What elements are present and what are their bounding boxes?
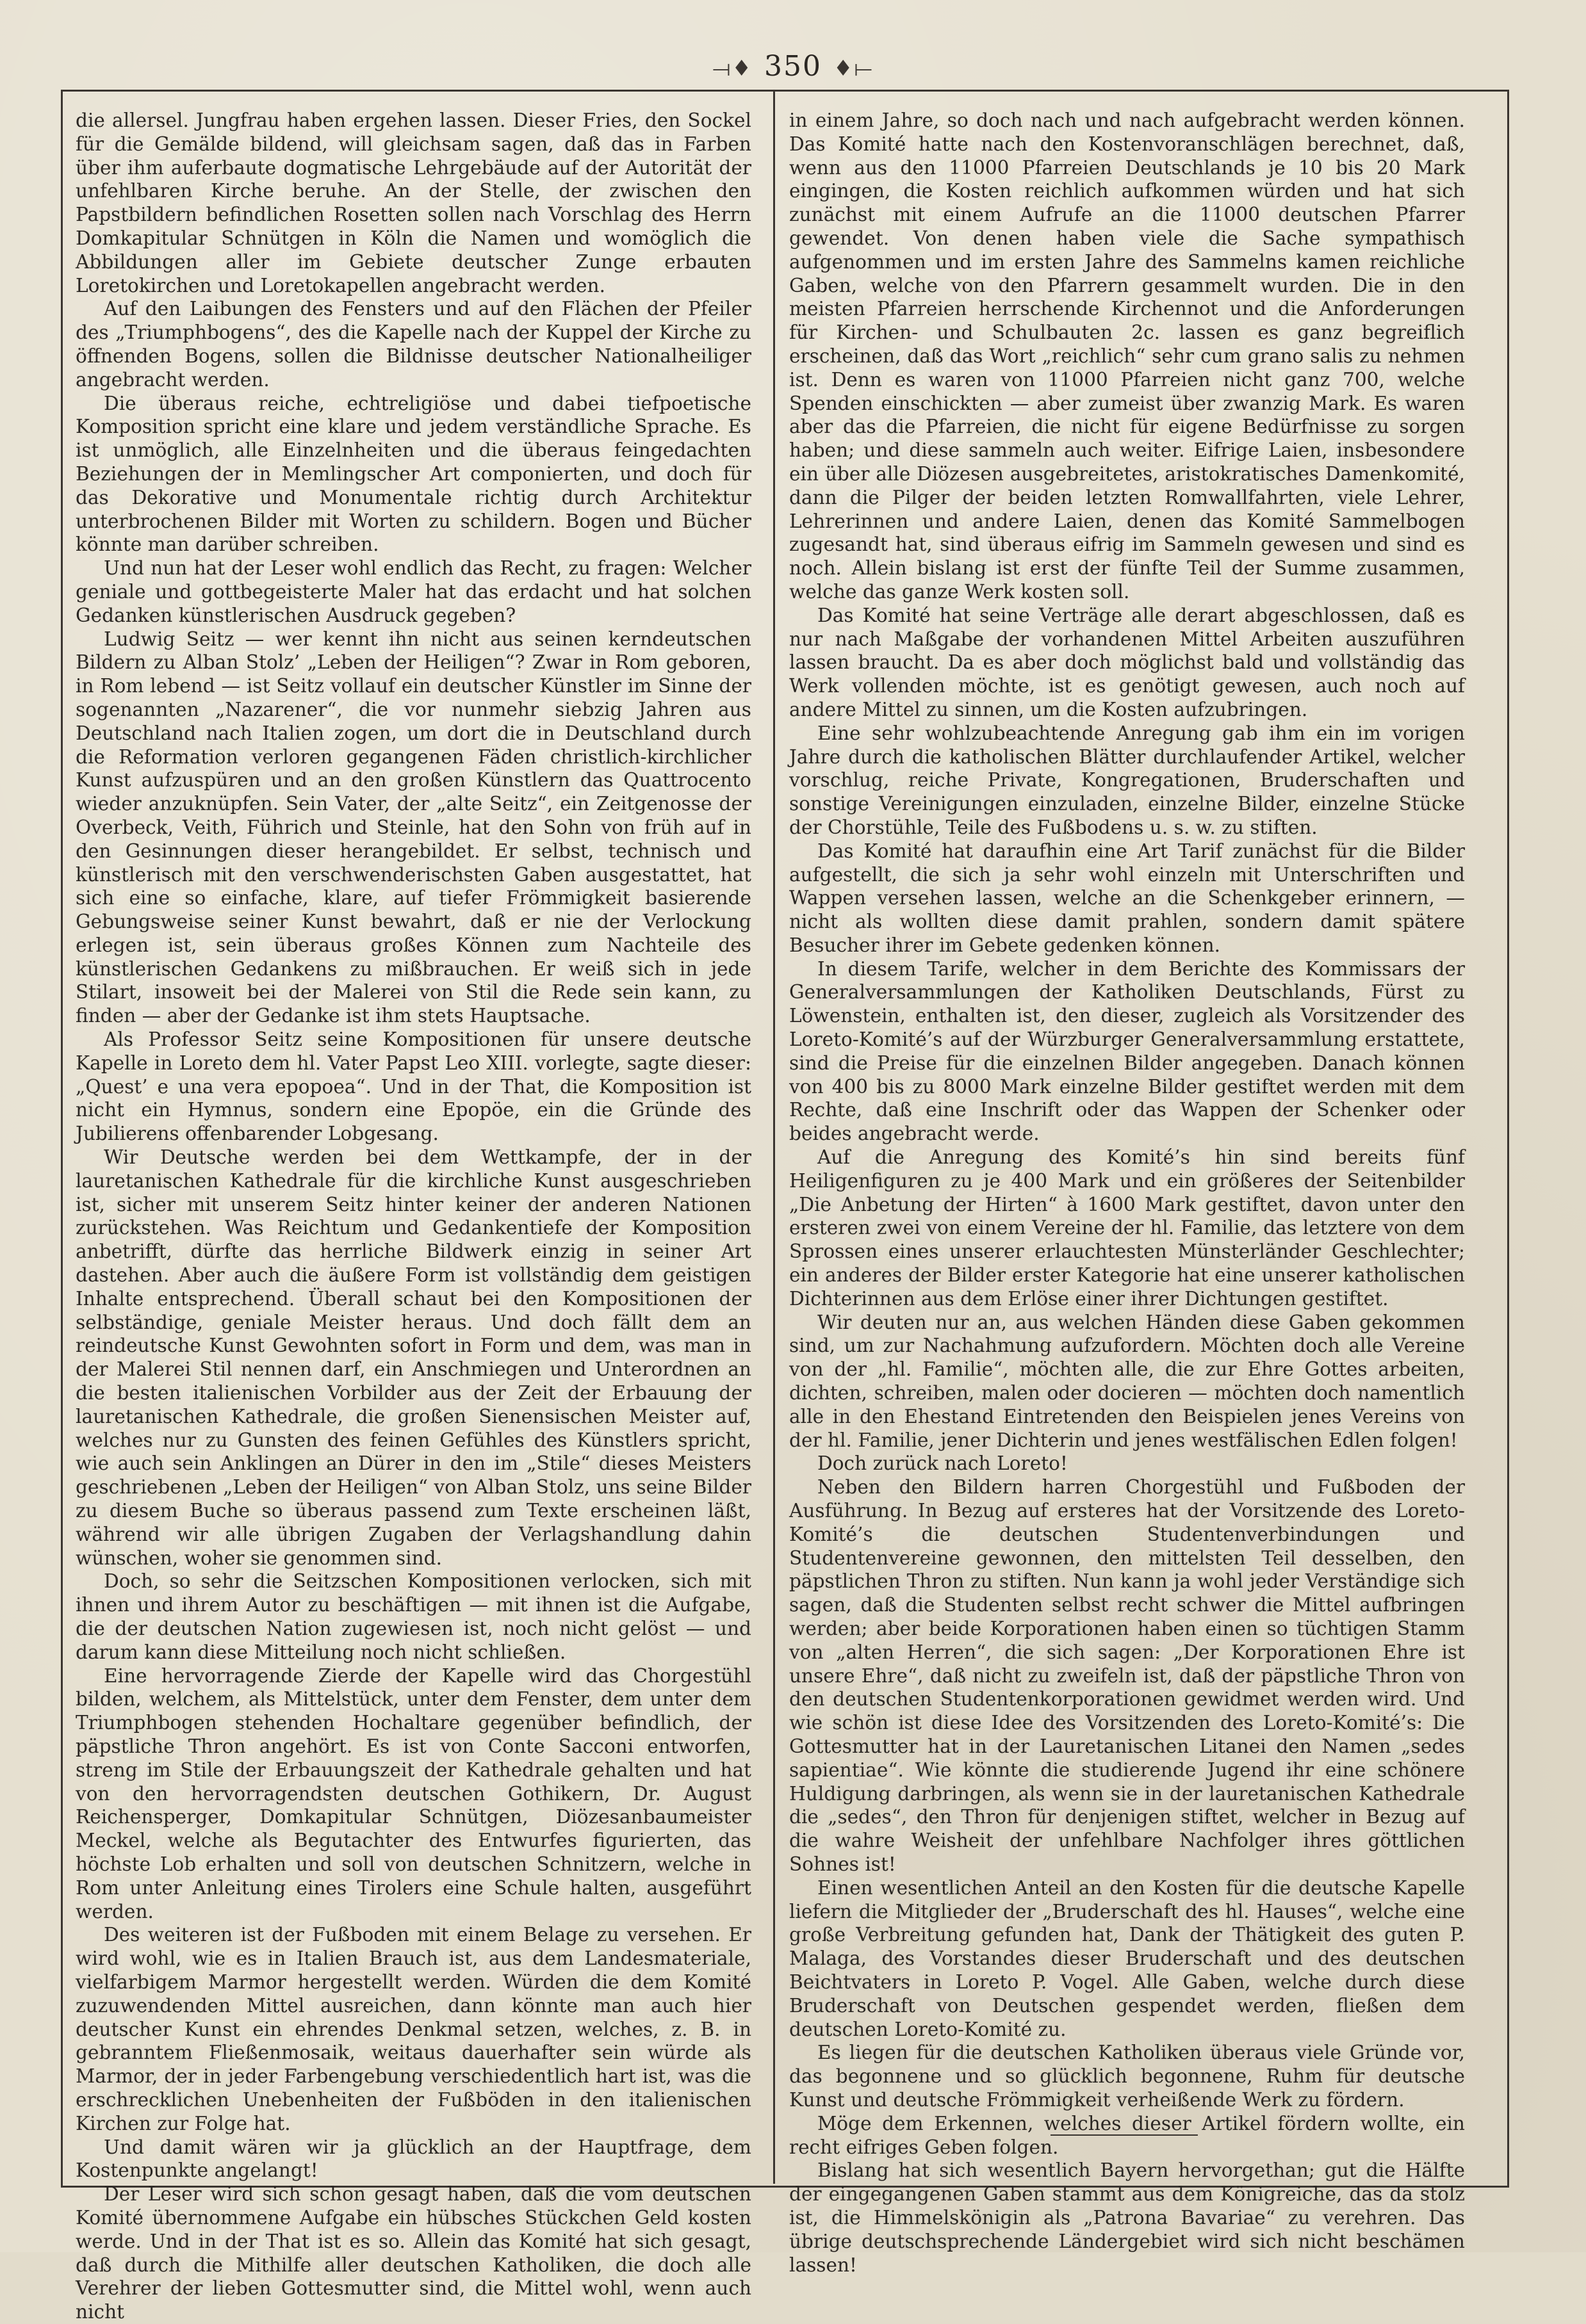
paragraph: Eine sehr wohlzubeachtende Anregung gab ihm ein im vorigen Jahre durch die katholischen Blätter durchlaufender Artikel, welcher vorschlug, reiche Private, Kongregationen, Bruderschaften und sonstige Vereinigungen einzuladen, einzelne Bilder, einzelne Stücke der Chorstühle, Teile des Fußbodens u. s. w. zu stiften. [789,722,1465,838]
paragraph: Des weiteren ist der Fußboden mit einem Belage zu versehen. Er wird wohl, wie es in Italien Brauch ist, aus dem Landesmateriale, vielfarbigem Marmor hergestellt werden. Würden die dem Komité zuzuwendenden Mittel ausreichen, dann könnte man auch hier deutscher Kunst ein ehrendes Denkmal setzen, welches, z. B. in gebranntem Fließenmosaik, weitaus dauerhafter sein würde als Marmor, der in jeder Farbengebung verschiedentlich hart ist, was die erschrecklichen Unebenheiten der Fußböden in den italienischen Kirchen zur Folge hat. [76,1924,751,2134]
paragraph: Doch zurück nach Loreto! [817,1452,1068,1475]
paragraph: Und damit wären wir ja glücklich an der Hauptfrage, dem Kostenpunkte angelangt! [76,2136,751,2182]
paragraph: Das Komité hat daraufhin eine Art Tarif zunächst für die Bilder aufgestellt, die sich ja sehr wohl einzeln mit Unterschriften und Wappen versehen lassen, welche an die Schenkgeber erinnern, — nicht als wollten diese damit prahlen, sondern damit spätere Besucher ihrer im Gebete gedenken können. [789,840,1465,956]
paragraph: Wir Deutsche werden bei dem Wettkampfe, der in der lauretanischen Kathedrale für die kirchliche Kunst ausgeschrieben ist, sicher mit unserem Seitz hinter keiner der anderen Nationen zurückstehen. Was Reichtum und Gedankentiefe der Komposition anbetrifft, dürfte das herrliche Bildwerk einzig in seiner Art dastehen. Aber auch die äußere Form ist vollständig dem geistigen Inhalte entsprechend. Überall schaut bei den Kompositionen der selbständige, geniale Meister heraus. Und doch fällt dem an reindeutsche Kunst Gewohnten sofort in Form und dem, was man in der Malerei Stil nennen darf, ein Anschmiegen und Unterordnen an die besten italienischen Vorbilder aus der Zeit der Erbauung der lauretanischen Kathedrale, die großen Sienensischen Meister auf, welches nur zu Gunsten des feinen Gefühles des Künstlers spricht, wie auch sein Anklingen an Dürer in den im „Stile“ dieses Meisters geschriebenen „Leben der Heiligen“ von Alban Stolz, uns seine Bilder zu diesem Buche so überaus passend zum Texte erscheinen läßt, während wir alle übrigen Zugaben der Verlagshandlung dahin wünschen, woher sie genommen sind. [76,1146,751,1569]
paragraph: Auf den Laibungen des Fensters und auf den Flächen der Pfeiler des „Triumphbogens“, des die Kapelle nach der Kuppel der Kirche zu öffnenden Bogens, sollen die Bildnisse deutscher Nationalheiliger angebracht werden. [76,298,751,391]
page-number: 350 [764,50,822,83]
paragraph: Die überaus reiche, echtreligiöse und dabei tiefpoetische Komposition spricht eine klare und jedem verständliche Sprache. Es ist unmöglich, alle Einzelnheiten und die überaus feingedachten Beziehungen der in Memlingscher Art componierten, und doch für das Dekorative und Monumentale richtig durch Architektur unterbrochenen Bilder mit Worten zu schildern. Bogen und Bücher könnte man darüber schreiben. [76,392,751,556]
left-ornament-icon: ⟞♦ [712,56,753,81]
column-divider [773,90,775,2184]
paragraph: Ludwig Seitz — wer kennt ihn nicht aus seinen kerndeutschen Bildern zu Alban Stolz’ „Leben der Heiligen“? Zwar in Rom geboren, in Rom lebend — ist Seitz vollauf ein deutscher Künstler im Sinne der sogenannten „Nazarener“, die vor nunmehr siebzig Jahren aus Deutschland nach Italien zogen, um dort die in Deutschland durch die Reformation verloren gegangenen Fäden christlich-kirchlicher Kunst aufzuspüren und an den großen Künstlern das Quattrocento wieder anzuknüpfen. Sein Vater, der „alte Seitz“, ein Zeitgenosse der Overbeck, Veith, Führich und Steinle, hat den Sohn von früh auf in den Gesinnungen dieser herangebildet. Er selbst, technisch und künstlerisch mit den verschwenderischsten Gaben ausgestattet, hat sich eine so einfache, klare, auf tiefer Frömmigkeit basierende Gebungsweise seiner Kunst bewahrt, daß er nie der Verlockung erlegen ist, sein überaus großes Können zum Nachteile des künstlerischen Gedankens zu mißbrauchen. Er weiß sich in jede Stilart, insoweit bei der Malerei von Stil die Rede sein kann, zu finden — aber der Gedanke ist ihm stets Hauptsache. [76,628,751,1027]
paragraph: Möge dem Erkennen, welches dieser Artikel fördern wollte, ein recht eifriges Geben folgen. [789,2112,1465,2158]
page-number-header [0,50,1586,83]
paragraph: Das Komité hat seine Verträge alle derart abgeschlossen, daß es nur nach Maßgabe der vorhandenen Mittel Arbeiten auszuführen lassen braucht. Da es aber doch möglichst bald und vollständig das Werk vollenden möchte, ist es genötigt gewesen, auch noch auf andere Mittel zu sinnen, um die Kosten aufzubringen. [789,604,1465,720]
paragraph: Neben den Bildern harren Chorgestühl und Fußboden der Ausführung. In Bezug auf ersteres hat der Vorsitzende des Loreto-Komité’s die deutschen Studentenverbindungen und Studentenvereine gewonnen, den mittelsten Teil desselben, den päpstlichen Thron zu stiften. Nun kann ja wohl jeder Verständige sich sagen, daß die Studenten selbst recht schwer die Mittel aufbringen werden; aber beide Korporationen haben einen so tüchtigen Stamm von „alten Herren“, die sich sagen: „Der Korporationen Ehre ist unsere Ehre“, daß nicht zu zweifeln ist, daß der päpstliche Thron von den deutschen Studentenkorporationen gewidmet werden wird. Und wie schön ist diese Idee des Vorsitzenden des Loreto-Komité’s: Die Gottesmutter hat in der Lauretanischen Litanei den Namen „sedes sapientiae“. Wie könnte die studierende Jugend ihr eine schönere Huldigung darbringen, als wenn sie in der lauretanischen Kathedrale die „sedes“, den Thron für denjenigen stiftet, welcher in Bezug auf die wahre Weisheit der unfehlbare Nachfolger ihres göttlichen Sohnes ist! [789,1476,1465,1875]
paragraph: in einem Jahre, so doch nach und nach aufgebracht werden können. Das Komité hatte nach den Kostenvoranschlägen berechnet, daß, wenn aus den 11000 Pfarreien Deutschlands je 10 bis 20 Mark eingingen, die Kosten reichlich aufkommen würden und hat sich zunächst mit einem Aufrufe an die 11000 deutschen Pfarrer gewendet. Von denen haben viele die Sache sympathisch aufgenommen und im ersten Jahre des Sammelns kamen reichliche Gaben, welche von den Pfarrern gesammelt wurden. Die in den meisten Pfarreien herrschende Kirchennot und die Anforderungen für Kirchen- und Schulbauten 2c. lassen es ganz begreiflich erscheinen, daß das Wort „reichlich“ sehr cum grano salis zu nehmen ist. Denn es waren von 11000 Pfarreien nicht ganz 700, welche Spenden einschickten — aber zumeist über zwanzig Mark. Es waren aber das die Pfarreien, die nicht für eigene Bedürfnisse zu sorgen haben; und diese sammeln auch weiter. Eifrige Laien, insbesondere ein über alle Diözesen ausgebreitetes, aristokratisches Damenkomité, dann die Pilger der beiden letzten Romwallfahrten, viele Lehrer, Lehrerinnen und andere Laien, denen das Komité Sammelbogen zugesandt hat, sind überaus eifrig im Sammeln gewesen und sind es noch. Allein bislang ist erst der fünfte Teil der Summe zusammen, welche das ganze Werk kosten soll. [789,110,1465,603]
paragraph: Und nun hat der Leser wohl endlich das Recht, zu fragen: Welcher geniale und gottbegeisterte Maler hat das erdacht und hat solchen Gedanken künstlerischen Ausdruck gegeben? [76,557,751,626]
left-column [76,109,751,2324]
paragraph: Es liegen für die deutschen Katholiken überaus viele Gründe vor, das begonnene und so glücklich begonnene, Ruhm für deutsche Kunst und deutsche Frömmigkeit verheißende Werk zu fördern. [789,2042,1465,2111]
paragraph: Doch, so sehr die Seitzschen Kompositionen verlocken, sich mit ihnen und ihrem Autor zu beschäftigen — mit ihnen ist die Aufgabe, die der deutschen Nation zugewiesen ist, noch nicht gelöst — und darum kann diese Mitteilung noch nicht schließen. [76,1570,751,1663]
paragraph: Als Professor Seitz seine Kompositionen für unsere deutsche Kapelle in Loreto dem hl. Vater Papst Leo XIII. vorlegte, sagte dieser: „Quest’ e una vera epopoea“. Und in der That, die Komposition ist nicht ein Hymnus, sondern eine Epopöe, ein die Gründe des Jubilierens offenbarender Lobgesang. [76,1028,751,1145]
paragraph: Einen wesentlichen Anteil an den Kosten für die deutsche Kapelle liefern die Mitglieder der „Bruderschaft des hl. Hauses“, welche eine große Verbreitung gefunden hat, Dank der Thätigkeit des guten P. Malaga, des Vorstandes dieser Bruderschaft und des deutschen Beichtvaters in Loreto P. Vogel. Alle Gaben, welche durch diese Bruderschaft von Deutschen gespendet werden, fließen dem deutschen Loreto-Komité zu. [789,1876,1465,2040]
right-ornament-icon: ♦⟝ [833,56,874,81]
paragraph: Der Leser wird sich schon gesagt haben, daß die vom deutschen Komité übernommene Aufgabe ein hübsches Stückchen Geld kosten werde. Und in der That ist es so. Allein das Komité hat sich gesagt, daß durch die Mithilfe aller deutschen Katholiken, die doch alle Verehrer der lieben Gottesmutter sind, die Mittel wohl, wenn auch nicht [76,2183,751,2323]
right-column [789,109,1465,2277]
end-of-article-rule [1051,2134,1198,2136]
paragraph: Eine hervorragende Zierde der Kapelle wird das Chorgestühl bilden, welchem, als Mittelstück, unter dem Fenster, dem unter dem Triumphbogen stehenden Hochaltare gegenüber befindlich, der päpstliche Thron angehört. Es ist von Conte Sacconi entworfen, streng im Stile der Erbauungszeit der Kathedrale gehalten und hat von den hervorragendsten deutschen Gothikern, Dr. August Reichensperger, Domkapitular Schnütgen, Diözesanbaumeister Meckel, welche als Begutachter des Entwurfes figurierten, das höchste Lob erhalten und soll von deutschen Schnitzern, welche in Rom unter Anleitung eines Tirolers eine Schule halten, ausgeführt werden. [76,1664,751,1922]
paragraph: Auf die Anregung des Komité’s hin sind bereits fünf Heiligenfiguren zu je 400 Mark und ein größeres der Seitenbilder „Die Anbetung der Hirten“ à 1600 Mark gestiftet, davon unter den ersteren zwei von einem Vereine der hl. Familie, das letztere von dem Sprossen eines unserer erlauchtesten Münsterländer Geschlechter; ein anderes der Bilder erster Kategorie hat eine unserer katholischen Dichterinnen aus dem Erlöse einer ihrer Dichtungen gestiftet. [789,1146,1465,1310]
paragraph: die allersel. Jungfrau haben ergehen lassen. Dieser Fries, den Sockel für die Gemälde bildend, will gleichsam sagen, daß das in Farben über ihm auferbaute dogmatische Lehrgebäude auf der Autorität der unfehlbaren Kirche beruhe. An der Stelle, der zwischen den Papstbildern befindlichen Rosetten sollen nach Vorschlag des Herrn Domkapitular Schnütgen in Köln die Namen und womöglich die Abbildungen aller im Gebiete deutscher Zunge erbauten Loretokirchen und Loretokapellen angebracht werden. [76,110,751,297]
paragraph: In diesem Tarife, welcher in dem Berichte des Kommissars der Generalversammlungen der Katholiken Deutschlands, Fürst zu Löwenstein, enthalten ist, den dieser, zugleich als Vorsitzender des Loreto-Komité’s auf der Würzburger Generalversammlung erstattete, sind die Preise für die einzelnen Bilder angegeben. Danach können von 400 bis zu 8000 Mark einzelne Bilder gestiftet werden mit dem Rechte, daß eine Inschrift oder das Wappen der Schenker oder beides angebracht werde. [789,957,1465,1145]
paragraph: Bislang hat sich wesentlich Bayern hervorgethan; gut die Hälfte der eingegangenen Gaben stammt aus dem Königreiche, das da stolz ist, die Himmelskönigin als „Patrona Bavariae“ zu verehren. Das übrige deutschsprechende Ländergebiet wird sich nicht beschämen lassen! [789,2159,1465,2276]
paragraph: Wir deuten nur an, aus welchen Händen diese Gaben gekommen sind, um zur Nachahmung aufzufordern. Möchten doch alle Vereine von der „hl. Familie“, möchten alle, die zur Ehre Gottes arbeiten, dichten, schreiben, malen oder docieren — möchten doch namentlich alle in den Ehestand Eintretenden den Beispielen jenes Vereins von der hl. Familie, jener Dichterin und jenes westfälischen Edlen folgen! [789,1311,1465,1451]
